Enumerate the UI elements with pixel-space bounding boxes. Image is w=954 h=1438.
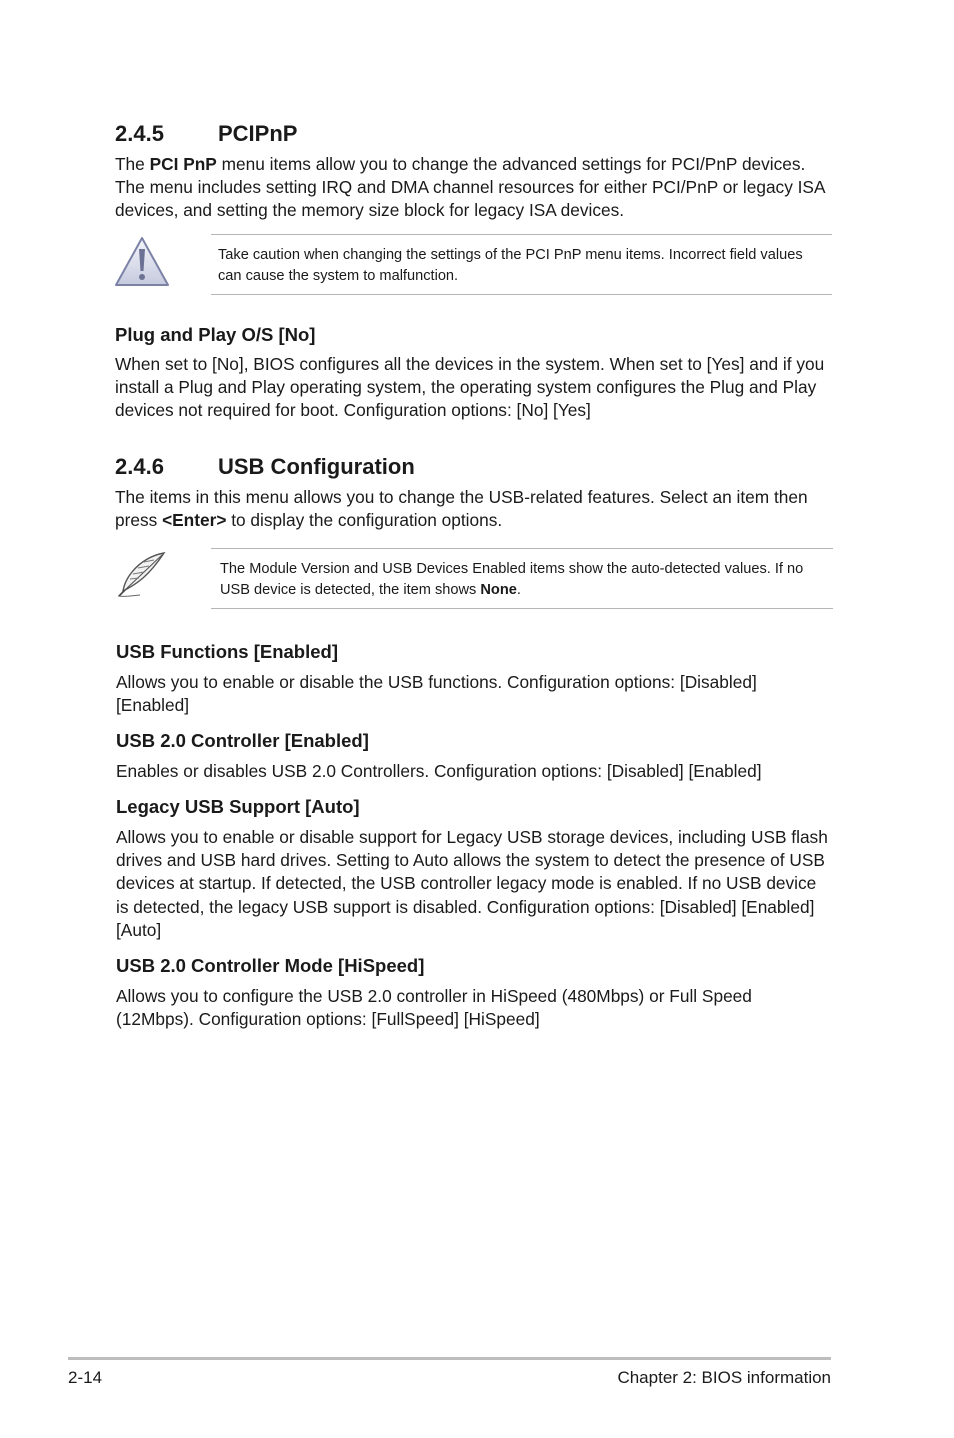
- chapter-title: Chapter 2: BIOS information: [617, 1368, 831, 1387]
- item-description: Allows you to configure the USB 2.0 controller in HiSpeed (480Mbps) or Full Speed (12Mbps). Configuration options: [FullSpeed] [HiSpeed]: [116, 986, 752, 1030]
- pci-pnp-emphasis: PCI PnP: [149, 154, 217, 174]
- footer-rule: [68, 1357, 831, 1360]
- caution-bottom-rule: [211, 294, 832, 295]
- section-number: 2.4.5: [115, 121, 164, 146]
- note-text: The Module Version and USB Devices Enabled items show the auto-detected values. If no USB device is detected, the item shows None.: [220, 561, 804, 598]
- item-heading: Legacy USB Support [Auto]: [116, 796, 360, 817]
- item-heading: USB 2.0 Controller [Enabled]: [116, 730, 369, 751]
- item-description: Enables or disables USB 2.0 Controllers. Configuration options: [Disabled] [Enabled]: [116, 761, 762, 781]
- note-bottom-rule: [211, 608, 833, 609]
- pcipnp-intro: The PCI PnP menu items allow you to change the advanced settings for PCI/PnP devices. The menu includes setting IRQ and DMA channel resources for either PCI/PnP or legacy ISA devices, and setting the memory size block for legacy ISA devices.: [115, 154, 826, 221]
- item-description: Allows you to enable or disable support for Legacy USB storage devices, including USB flash drives and USB hard drives. Setting to Auto allows the system to detect the presence of USB devices at startup. If detected, the USB controller legacy mode is enabled. If no USB device is detected, the legacy USB support is disabled. Configuration options: [Disabled] [Enabled] [Auto]: [116, 827, 828, 940]
- item-heading: USB Functions [Enabled]: [116, 641, 338, 662]
- section-number: 2.4.6: [115, 454, 164, 479]
- item-heading: USB 2.0 Controller Mode [HiSpeed]: [116, 955, 425, 976]
- section-title: PCIPnP: [218, 121, 298, 146]
- section-2-4-6-heading: [115, 454, 415, 480]
- item-heading: Plug and Play O/S [No]: [115, 324, 316, 345]
- section-title: USB Configuration: [218, 454, 415, 479]
- warning-triangle-icon: [113, 234, 171, 288]
- item-description: Allows you to enable or disable the USB functions. Configuration options: [Disabled] [Enabled]: [116, 672, 757, 716]
- caution-top-rule: [211, 234, 832, 235]
- feather-pen-icon: [114, 550, 168, 600]
- enter-key-emphasis: <Enter>: [162, 510, 227, 531]
- caution-text: Take caution when changing the settings of the PCI PnP menu items. Incorrect field values can cause the system to malfunction.: [218, 247, 803, 284]
- item-description: When set to [No], BIOS configures all the devices in the system. When set to [Yes] and if you install a Plug and Play operating system, the operating system configures the Plug and Play devices not required for boot. Configuration options: [No] [Yes]: [115, 354, 825, 421]
- note-top-rule: [211, 548, 833, 549]
- page-number: 2-14: [68, 1368, 103, 1387]
- usb-config-intro: The items in this menu allows you to change the USB-related features. Select an item then press <Enter> to display the configuration options.: [115, 487, 808, 531]
- none-emphasis: None: [480, 581, 517, 598]
- section-2-4-5-heading: [115, 121, 297, 147]
